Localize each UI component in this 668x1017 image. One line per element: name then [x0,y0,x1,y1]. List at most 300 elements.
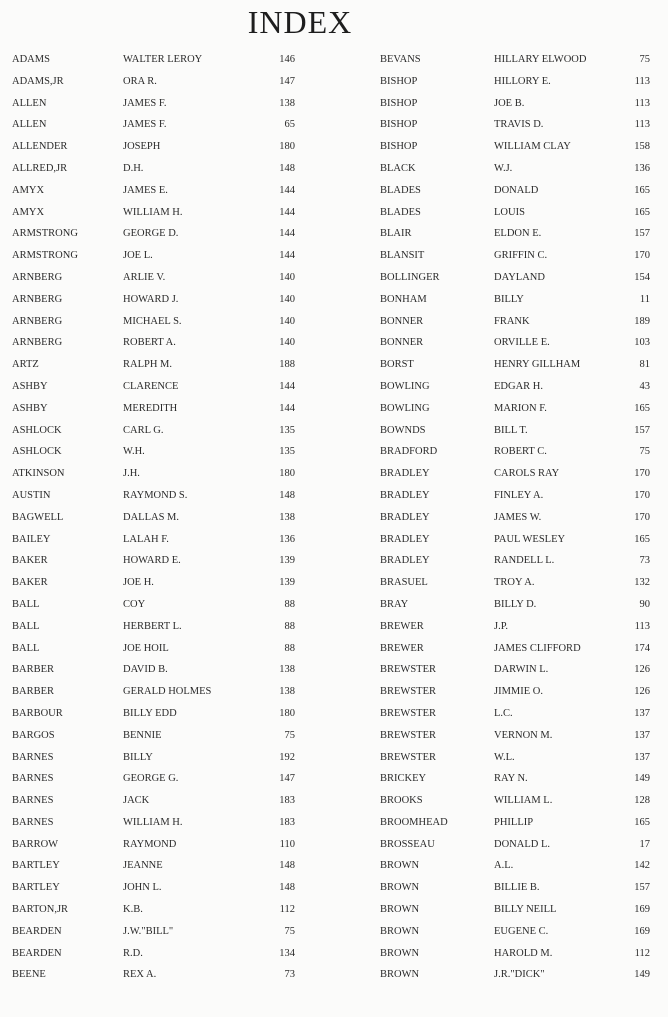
index-entry [375,878,665,900]
index-entry [375,944,665,966]
entry-surname: ARNBERG [12,337,63,349]
entry-page-num: 138 [279,511,295,523]
index-entry [375,551,665,573]
entry-given-name: HOWARD E. [123,555,181,567]
entry-page-num: 140 [279,271,295,283]
index-entry [10,551,310,573]
entry-given-name: VERNON M. [494,729,553,741]
index-entry [10,813,310,835]
entry-given-name: K.B. [123,904,143,916]
entry-page-num: 136 [634,162,650,174]
entry-surname: BARNES [12,773,54,785]
entry-given-name: W.L. [494,751,515,763]
entry-page-num: 192 [279,751,295,763]
entry-surname: BEENE [12,969,46,981]
entry-page-num: 144 [279,228,295,240]
entry-page-num: 157 [634,228,650,240]
entry-given-name: JAMES E. [123,184,168,196]
index-entry [375,137,665,159]
index-entry [10,530,310,552]
entry-given-name: DONALD [494,184,539,196]
entry-surname: BLAIR [380,228,412,240]
entry-given-name: MEREDITH [123,402,178,414]
entry-surname: BREWSTER [380,686,437,698]
entry-surname: BOWNDS [380,424,426,436]
entry-surname: ARNBERG [12,271,63,283]
entry-given-name: W.H. [123,446,145,458]
index-entry [375,682,665,704]
index-entry [375,900,665,922]
entry-surname: BARNES [12,751,54,763]
entry-page-num: 180 [279,707,295,719]
entry-surname: BARROW [12,838,59,850]
entry-surname: AMYX [12,184,45,196]
index-entry [375,573,665,595]
entry-surname: BARBOUR [12,707,63,719]
entry-surname: BISHOP [380,119,418,131]
entry-page-num: 189 [634,315,650,327]
entry-surname: BARTON,JR [12,904,69,916]
entry-surname: ASHLOCK [12,446,62,458]
entry-surname: ASHBY [12,402,48,414]
entry-surname: BALL [12,620,40,632]
entry-surname: BOLLINGER [380,271,440,283]
entry-surname: BROWN [380,947,420,959]
entry-given-name: ORA R. [123,75,157,87]
entry-surname: BAILEY [12,533,51,545]
entry-page-num: 140 [279,293,295,305]
entry-given-name: BILLIE B. [494,882,540,894]
entry-page-num: 157 [634,424,650,436]
entry-page-num: 180 [279,141,295,153]
entry-page-num: 170 [634,489,650,501]
entry-surname: ARTZ [12,359,39,371]
entry-surname: BARTLEY [12,860,60,872]
entry-given-name: HAROLD M. [494,947,553,959]
entry-page-num: 144 [279,250,295,262]
entry-given-name: RANDELL L. [494,555,555,567]
index-entry [375,203,665,225]
index-entry [10,617,310,639]
index-entry [375,442,665,464]
entry-given-name: HILLORY E. [494,75,551,87]
entry-page-num: 81 [639,359,650,371]
entry-surname: BLACK [380,162,416,174]
index-entry [375,726,665,748]
index-entry [375,246,665,268]
entry-page-num: 134 [279,947,295,959]
entry-surname: ASHBY [12,380,48,392]
entry-page-num: 139 [279,577,295,589]
entry-given-name: GEORGE D. [123,228,179,240]
entry-page-num: 140 [279,337,295,349]
entry-given-name: EUGENE C. [494,925,549,937]
entry-page-num: 183 [279,795,295,807]
entry-page-num: 165 [634,402,650,414]
entry-page-num: 157 [634,882,650,894]
entry-given-name: HERBERT L. [123,620,182,632]
entry-given-name: D.H. [123,162,144,174]
entry-surname: ALLENDER [12,141,68,153]
entry-page-num: 88 [284,598,295,610]
entry-surname: BOWLING [380,402,430,414]
index-entry [375,290,665,312]
index-entry [375,639,665,661]
entry-given-name: DAYLAND [494,271,545,283]
entry-given-name: BILLY [123,751,153,763]
entry-given-name: JAMES W. [494,511,542,523]
entry-given-name: CLARENCE [123,380,179,392]
entry-given-name: J.W."BILL" [123,925,174,937]
entry-given-name: REX A. [123,969,157,981]
entry-given-name: WILLIAM H. [123,816,183,828]
entry-page-num: 148 [279,489,295,501]
index-entry [10,333,310,355]
entry-page-num: 144 [279,206,295,218]
entry-given-name: CARL G. [123,424,164,436]
index-entry [10,268,310,290]
index-entry [375,224,665,246]
entry-page-num: 137 [634,751,650,763]
entry-surname: BAGWELL [12,511,64,523]
entry-given-name: RAY N. [494,773,528,785]
entry-page-num: 75 [284,729,295,741]
entry-surname: ARMSTRONG [12,228,78,240]
entry-page-num: 138 [279,97,295,109]
entry-given-name: FRANK [494,315,530,327]
index-entry [375,856,665,878]
index-entry [10,639,310,661]
entry-given-name: HENRY GILLHAM [494,359,581,371]
entry-given-name: BILLY [494,293,524,305]
entry-given-name: ROBERT C. [494,446,547,458]
entry-given-name: TRAVIS D. [494,119,544,131]
entry-surname: BRASUEL [380,577,428,589]
entry-given-name: JOE HOIL [123,642,169,654]
entry-page-num: 43 [639,380,650,392]
entry-surname: BLADES [380,184,421,196]
entry-given-name: J.R."DICK" [494,969,545,981]
entry-page-num: 75 [639,54,650,65]
entry-surname: BALL [12,642,40,654]
entry-surname: AMYX [12,206,45,218]
entry-surname: BROWN [380,925,420,937]
entry-page-num: 169 [634,925,650,937]
entry-page-num: 75 [284,925,295,937]
entry-page-num: 73 [639,555,650,567]
index-entry [10,704,310,726]
entry-page-num: 112 [279,904,295,916]
entry-surname: BEARDEN [12,947,62,959]
index-entry [375,377,665,399]
index-entry [10,181,310,203]
entry-given-name: JAMES CLIFFORD [494,642,581,654]
entry-surname: BREWSTER [380,751,437,763]
right-index-column [375,50,665,987]
entry-given-name: ELDON E. [494,228,542,240]
index-entry [375,94,665,116]
entry-given-name: GEORGE G. [123,773,179,785]
entry-page-num: 169 [634,904,650,916]
entry-page-num: 138 [279,664,295,676]
entry-page-num: 174 [634,642,650,654]
entry-surname: BONNER [380,315,424,327]
index-entry [10,878,310,900]
entry-page-num: 148 [279,162,295,174]
entry-surname: BARTLEY [12,882,60,894]
entry-surname: ALLRED,JR [12,162,68,174]
entry-given-name: PHILLIP [494,816,534,828]
index-entry [10,595,310,617]
entry-surname: BISHOP [380,97,418,109]
entry-given-name: DALLAS M. [123,511,180,523]
entry-page-num: 73 [284,969,295,981]
entry-given-name: JOHN L. [123,882,162,894]
entry-surname: BALL [12,598,40,610]
entry-page-num: 144 [279,402,295,414]
index-entry [10,791,310,813]
entry-given-name: WALTER LEROY [123,54,203,65]
entry-given-name: ROBERT A. [123,337,176,349]
entry-page-num: 65 [284,119,295,131]
entry-surname: ARNBERG [12,293,63,305]
entry-surname: BRICKEY [380,773,427,785]
page-title: INDEX [247,4,353,40]
entry-page-num: 113 [634,620,650,632]
entry-page-num: 158 [634,141,650,153]
entry-given-name: JACK [123,795,150,807]
index-entry [375,769,665,791]
entry-given-name: EDGAR H. [494,380,543,392]
entry-given-name: DARWIN L. [494,664,549,676]
entry-surname: BREWSTER [380,664,437,676]
index-entry [375,399,665,421]
entry-surname: ADAMS [12,54,50,65]
entry-given-name: DAVID B. [123,664,168,676]
entry-given-name: LOUIS [494,206,525,218]
entry-page-num: 135 [279,424,295,436]
entry-surname: BROWN [380,882,420,894]
entry-given-name: JAMES F. [123,97,167,109]
index-entry [10,355,310,377]
entry-given-name: GERALD HOLMES [123,686,212,698]
index-entry [10,922,310,944]
entry-given-name: ARLIE V. [123,271,166,283]
index-entry [10,50,310,72]
entry-page-num: 148 [279,882,295,894]
index-entry [375,159,665,181]
entry-given-name: COY [123,598,146,610]
entry-given-name: WILLIAM H. [123,206,183,218]
index-entry [375,660,665,682]
index-entry [375,268,665,290]
entry-page-num: 112 [634,947,650,959]
index-entry [375,530,665,552]
entry-given-name: WILLIAM L. [494,795,553,807]
entry-given-name: FINLEY A. [494,489,544,501]
entry-page-num: 137 [634,729,650,741]
index-entry [375,464,665,486]
entry-page-num: 126 [634,664,650,676]
index-entry [375,72,665,94]
entry-page-num: 126 [634,686,650,698]
entry-surname: BARBER [12,686,55,698]
entry-surname: BRADLEY [380,511,430,523]
entry-given-name: J.H. [123,468,140,480]
entry-given-name: MICHAEL S. [123,315,182,327]
index-entry [375,508,665,530]
index-entry [10,72,310,94]
index-entry [375,595,665,617]
entry-page-num: 110 [279,838,295,850]
index-entry [375,312,665,334]
entry-page-num: 90 [639,598,650,610]
entry-surname: BISHOP [380,141,418,153]
entry-surname: BISHOP [380,75,418,87]
entry-given-name: JOE B. [494,97,525,109]
entry-given-name: HILLARY ELWOOD [494,54,587,65]
entry-given-name: ORVILLE E. [494,337,550,349]
entry-given-name: MARION F. [494,402,547,414]
entry-surname: ALLEN [12,119,47,131]
entry-given-name: BILL T. [494,424,528,436]
entry-surname: ARMSTRONG [12,250,78,262]
entry-surname: ADAMS,JR [12,75,64,87]
entry-page-num: 136 [279,533,295,545]
entry-surname: BREWER [380,642,424,654]
entry-surname: ASHLOCK [12,424,62,436]
index-entry [10,115,310,137]
entry-given-name: PAUL WESLEY [494,533,566,545]
entry-given-name: LALAH F. [123,533,169,545]
entry-page-num: 165 [634,206,650,218]
index-entry [375,617,665,639]
entry-surname: BROWN [380,860,420,872]
entry-given-name: L.C. [494,707,513,719]
index-entry [10,944,310,966]
entry-given-name: RAYMOND S. [123,489,188,501]
entry-given-name: BILLY EDD [123,707,177,719]
entry-surname: BRADLEY [380,489,430,501]
index-entry [10,486,310,508]
entry-surname: BROWN [380,969,420,981]
entry-page-num: 154 [634,271,650,283]
entry-given-name: BENNIE [123,729,162,741]
index-entry [10,203,310,225]
entry-surname: BARGOS [12,729,55,741]
entry-given-name: DONALD L. [494,838,550,850]
entry-surname: BAKER [12,555,48,567]
index-entry [10,377,310,399]
entry-page-num: 75 [639,446,650,458]
index-entry [375,965,665,987]
index-entry [10,159,310,181]
entry-given-name: JOE H. [123,577,154,589]
entry-surname: BREWSTER [380,729,437,741]
entry-page-num: 170 [634,468,650,480]
index-entry [10,660,310,682]
entry-page-num: 170 [634,250,650,262]
entry-page-num: 180 [279,468,295,480]
entry-page-num: 113 [634,75,650,87]
entry-page-num: 113 [634,97,650,109]
index-entry [375,835,665,857]
entry-surname: BONNER [380,337,424,349]
index-entry [10,421,310,443]
entry-page-num: 132 [634,577,650,589]
index-entry [10,856,310,878]
entry-surname: BARNES [12,795,54,807]
index-entry [375,748,665,770]
entry-surname: BEARDEN [12,925,62,937]
index-entry [375,813,665,835]
index-entry [10,900,310,922]
entry-page-num: 140 [279,315,295,327]
index-entry [10,748,310,770]
entry-page-num: 113 [634,119,650,131]
entry-surname: BREWER [380,620,424,632]
index-entry [10,682,310,704]
entry-page-num: 142 [634,860,650,872]
index-entry [10,835,310,857]
entry-given-name: JIMMIE O. [494,686,543,698]
entry-surname: BRADLEY [380,468,430,480]
entry-given-name: RALPH M. [123,359,173,371]
index-entry [10,965,310,987]
entry-surname: BRADLEY [380,533,430,545]
index-entry [10,508,310,530]
entry-given-name: GRIFFIN C. [494,250,548,262]
entry-surname: ATKINSON [12,468,65,480]
entry-surname: BREWSTER [380,707,437,719]
entry-surname: BLADES [380,206,421,218]
entry-page-num: 183 [279,816,295,828]
entry-surname: BROSSEAU [380,838,435,850]
entry-page-num: 146 [279,54,295,65]
entry-surname: BARNES [12,816,54,828]
entry-page-num: 128 [634,795,650,807]
index-entry [10,137,310,159]
entry-surname: BONHAM [380,293,427,305]
entry-page-num: 188 [279,359,295,371]
index-entry [375,355,665,377]
entry-surname: BRADFORD [380,446,438,458]
index-entry [375,333,665,355]
entry-given-name: J.P. [494,620,509,632]
index-entry [10,573,310,595]
index-entry [10,769,310,791]
entry-given-name: JOSEPH [123,141,161,153]
entry-page-num: 103 [634,337,650,349]
entry-surname: BOWLING [380,380,430,392]
index-entry [10,399,310,421]
index-entry [10,94,310,116]
index-entry [10,442,310,464]
index-entry [10,312,310,334]
index-entry [10,464,310,486]
entry-surname: BEVANS [380,54,421,65]
index-entry [375,115,665,137]
index-entry [10,224,310,246]
entry-given-name: TROY A. [494,577,535,589]
entry-given-name: JOE L. [123,250,153,262]
entry-page-num: 165 [634,816,650,828]
entry-surname: BROOKS [380,795,423,807]
index-entry [375,704,665,726]
entry-page-num: 11 [639,293,650,305]
entry-given-name: HOWARD J. [123,293,179,305]
entry-page-num: 88 [284,642,295,654]
